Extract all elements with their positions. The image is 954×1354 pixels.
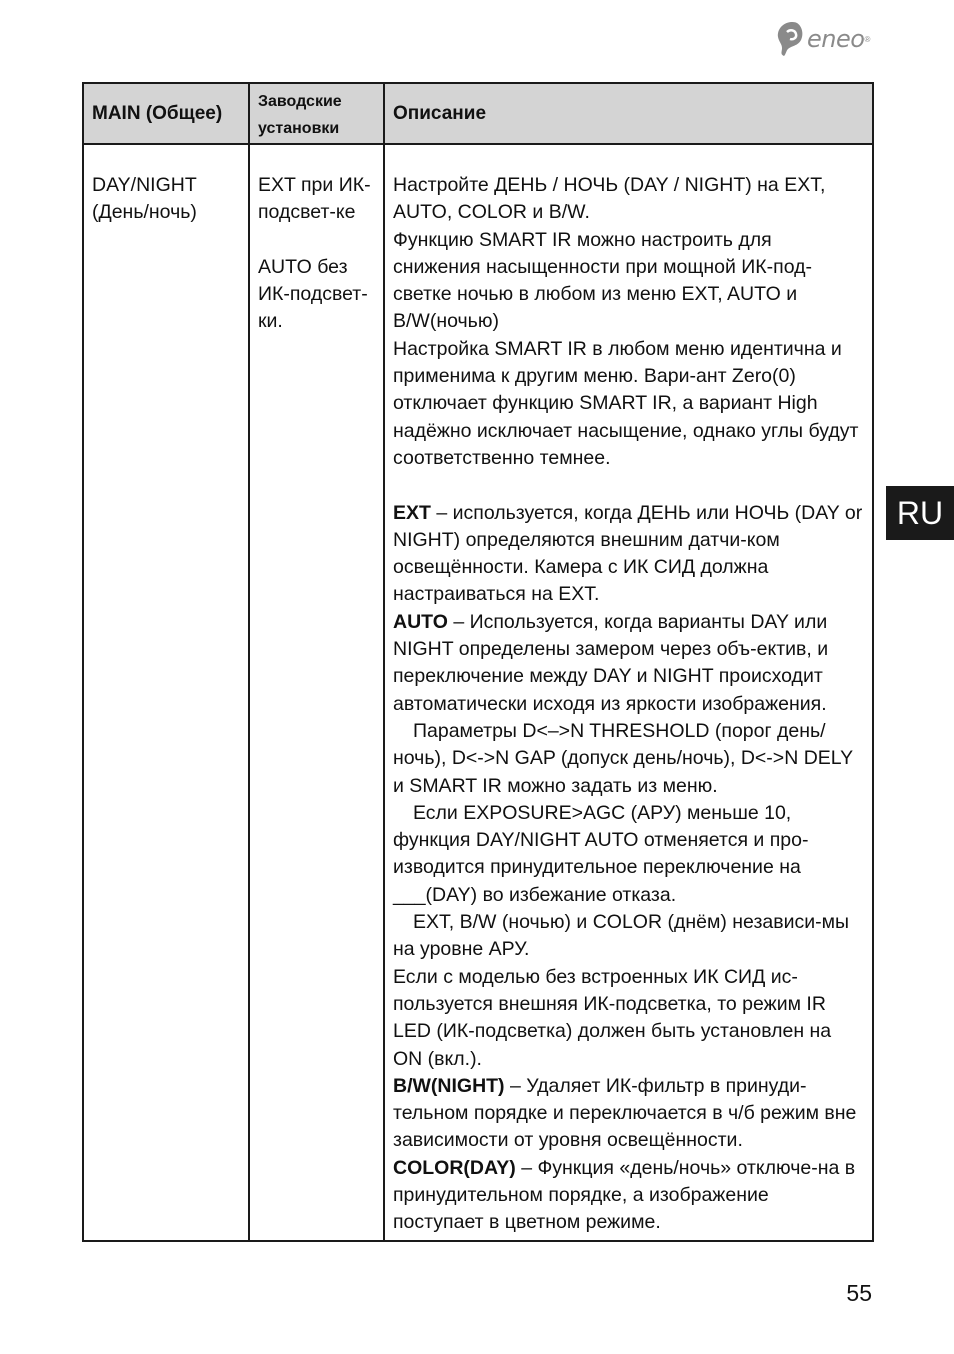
eneo-logo-text: eneo [807, 25, 865, 53]
desc-intro: Настройте ДЕНЬ / НОЧЬ (DAY / NIGHT) на EXT, AUTO, COLOR и B/W. [393, 174, 826, 224]
header-factory-defaults: Заводские установки [249, 83, 384, 144]
color-label: COLOR(DAY) [393, 1156, 516, 1179]
parameter-cell [83, 144, 249, 1241]
auto-text: – Используется, когда варианты DAY или NIGHT определены замером через объ-ектив, и переключение между DAY и NIGHT происходит автоматически исходя из яркости изображения. [393, 610, 829, 715]
table-row [83, 144, 873, 1241]
desc-smart-ir-menu: Настройка SMART IR в любом меню идентична и применима к другим меню. Вари-ант Zero(0) отключает функцию SMART IR, а вариант High надёжно исключает насыщение, однако углы будут соответственно темнее. [393, 337, 859, 469]
desc-auto [393, 609, 864, 718]
eneo-logo [776, 20, 876, 58]
page-number: 55 [846, 1280, 872, 1306]
parameter-name-ru: (День/ночь) [92, 201, 197, 224]
settings-table [82, 82, 874, 1242]
ext-text: – используется, когда ДЕНЬ или НОЧЬ (DAY or NIGHT) определяются внешним датчи-ком освещённости. Камера с ИК СИД должна настраиваться на EXT. [393, 501, 863, 606]
desc-smart-ir: Функцию SMART IR можно настроить для снижения насыщенности при мощной ИК-под-светке ночью в любом из меню EXT, AUTO и B/W(ночью) [393, 228, 813, 333]
desc-auto-params: Параметры D<–>N THRESHOLD (порог день/ночь), D<->N GAP (допуск день/ночь), D<->N DELY и SMART IR можно задать из меню. [393, 719, 853, 797]
bw-label: B/W(NIGHT) [393, 1074, 505, 1097]
color-text: – Функция «день/ночь» отключе-на в принудительном порядке, а изображение поступает в цветном режиме. [393, 1156, 856, 1234]
desc-color [393, 1155, 864, 1237]
desc-ir-led: Если с моделью без встроенных ИК СИД ис-пользуется внешняя ИК-подсветка, то режим IR LED (ИК-подсветка) должен быть установлен на ON (вкл.). [393, 965, 832, 1070]
parameter-name: DAY/NIGHT [92, 174, 197, 196]
description-cell [384, 144, 873, 1241]
header-description: Описание [384, 83, 873, 144]
desc-auto-levels: EXT, B/W (ночью) и COLOR (днём) независи-мы на уровне АРУ. [393, 911, 850, 961]
registered-mark: ® [864, 34, 871, 44]
header-main: MAIN (Общее) [83, 83, 249, 144]
eneo-logo-mark-icon [776, 20, 806, 58]
desc-ext [393, 500, 864, 609]
default-without-ir: AUTO без ИК-подсвет-ки. [258, 255, 368, 333]
language-tab-ru: RU [886, 486, 954, 540]
auto-label: AUTO [393, 610, 448, 633]
desc-auto-agc: Если EXPOSURE>AGC (АРУ) меньше 10, функция DAY/NIGHT AUTO отменяется и про-изводится принудительное переключение на ___(DAY) во избежание отказа. [393, 801, 809, 906]
ext-label: EXT [393, 501, 431, 524]
desc-bw [393, 1073, 864, 1155]
factory-default-cell [249, 144, 384, 1241]
bw-text: – Удаляет ИК-фильтр в принуди-тельном порядке и переключается в ч/б режим вне зависимости от уровня освещённости. [393, 1074, 857, 1152]
table-header-row [83, 83, 873, 144]
default-with-ir: EXT при ИК-подсвет-ке [258, 174, 371, 224]
